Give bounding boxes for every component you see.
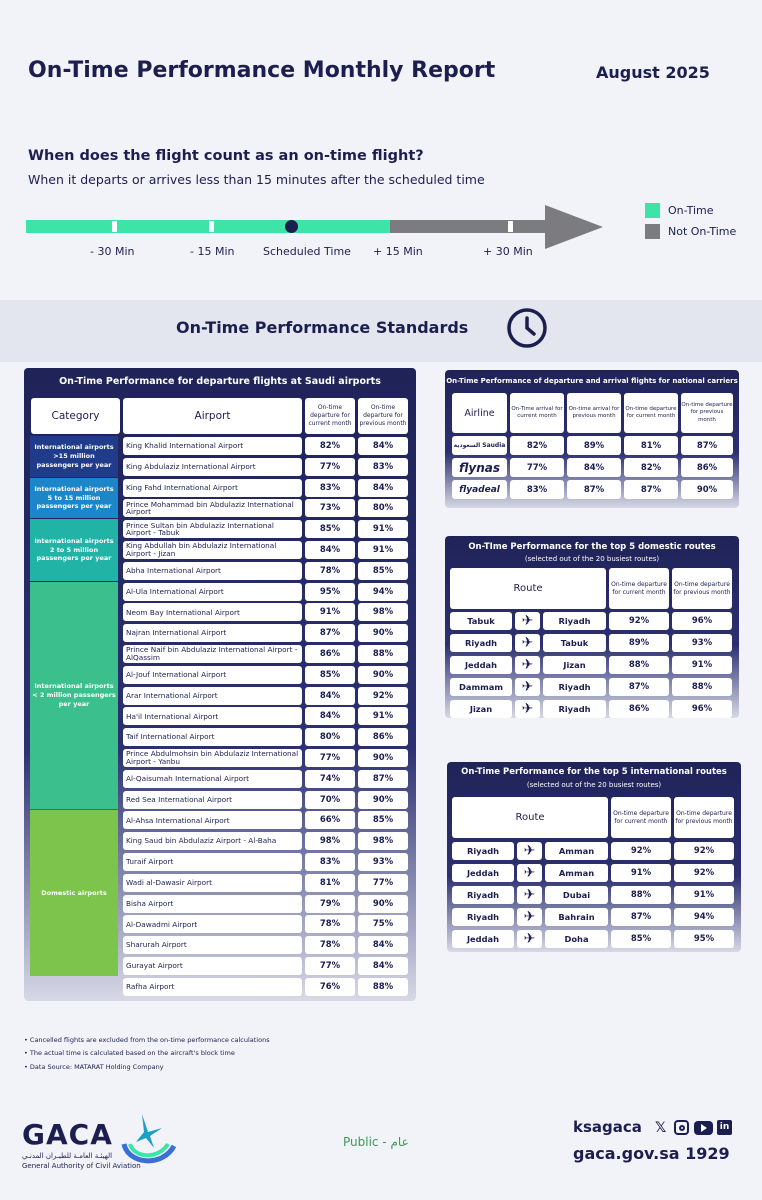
plane-icon: ✈ bbox=[517, 886, 542, 904]
route-destination: Jizan bbox=[543, 656, 606, 674]
previous-month-value: 80% bbox=[358, 499, 408, 517]
current-month-value: 95% bbox=[305, 583, 355, 601]
header-airport: Airport bbox=[123, 398, 302, 434]
not-ontime-bar bbox=[390, 220, 560, 233]
carrier-header: On-Time arrival for current month bbox=[510, 393, 564, 433]
legend-swatch-not-ontime bbox=[645, 224, 660, 239]
current-month-value: 82% bbox=[305, 437, 355, 455]
header-previous-month: On-time departure for previous month bbox=[674, 797, 734, 838]
previous-month-value: 77% bbox=[358, 874, 408, 892]
airport-name: King Abdulaziz International Airport bbox=[123, 458, 302, 476]
route-origin: Riyadh bbox=[452, 842, 514, 860]
scheduled-time-marker bbox=[285, 220, 298, 233]
report-title: On-Time Performance Monthly Report bbox=[28, 58, 496, 83]
legend-label-not-ontime: Not On-Time bbox=[668, 225, 737, 238]
route-destination: Doha bbox=[545, 930, 608, 948]
note-block-time: • The actual time is calculated based on the aircraft's block time bbox=[24, 1049, 235, 1057]
route-origin: Riyadh bbox=[450, 634, 512, 652]
previous-month-value: 94% bbox=[674, 908, 734, 926]
route-origin: Riyadh bbox=[452, 908, 514, 926]
carrier-header: On-time departure for previous month bbox=[681, 393, 733, 433]
current-month-value: 86% bbox=[609, 700, 669, 718]
carrier-value: 77% bbox=[510, 458, 564, 477]
route-header: Route bbox=[452, 797, 608, 838]
previous-month-value: 93% bbox=[672, 634, 732, 652]
current-month-value: 89% bbox=[609, 634, 669, 652]
timeline-label: - 30 Min bbox=[90, 245, 135, 258]
current-month-value: 76% bbox=[305, 978, 355, 996]
gaca-logo-emblem bbox=[118, 1108, 178, 1170]
current-month-value: 66% bbox=[305, 811, 355, 829]
previous-month-value: 91% bbox=[358, 541, 408, 559]
previous-month-value: 96% bbox=[672, 612, 732, 630]
current-month-value: 84% bbox=[305, 707, 355, 725]
previous-month-value: 94% bbox=[358, 583, 408, 601]
previous-month-value: 91% bbox=[358, 707, 408, 725]
classification-label: Public - عام bbox=[343, 1135, 409, 1149]
route-origin: Jeddah bbox=[450, 656, 512, 674]
carrier-value: 87% bbox=[624, 480, 678, 499]
header-current-month: On-time departure for current month bbox=[611, 797, 671, 838]
header-current-month: On-time departure for current month bbox=[305, 398, 355, 434]
airline-logo: flynas bbox=[452, 458, 507, 477]
legend-swatch-ontime bbox=[645, 203, 660, 218]
current-month-value: 77% bbox=[305, 957, 355, 975]
airport-name: Red Sea International Airport bbox=[123, 791, 302, 809]
current-month-value: 88% bbox=[609, 656, 669, 674]
previous-month-value: 90% bbox=[358, 624, 408, 642]
plane-icon: ✈ bbox=[517, 842, 542, 860]
plane-icon: ✈ bbox=[517, 864, 542, 882]
airport-name: Al-Ula International Airport bbox=[123, 583, 302, 601]
timeline-label: + 30 Min bbox=[483, 245, 533, 258]
international-panel-subtitle: (selected out of the 20 busiest routes) bbox=[526, 781, 662, 789]
airport-name: Neom Bay International Airport bbox=[123, 603, 302, 621]
previous-month-value: 91% bbox=[674, 886, 734, 904]
airport-name: Prince Naif bin Abdulaziz International Airport - AlQassim bbox=[123, 645, 302, 663]
clock-icon bbox=[506, 307, 548, 349]
international-panel-title: On-Time Performance for the top 5 international routes bbox=[461, 767, 727, 777]
route-origin: Jeddah bbox=[452, 930, 514, 948]
carrier-value: 82% bbox=[624, 458, 678, 477]
gaca-logo-text: GACA bbox=[22, 1118, 113, 1151]
airport-name: Al-Jouf International Airport bbox=[123, 666, 302, 684]
previous-month-value: 85% bbox=[358, 811, 408, 829]
previous-month-value: 84% bbox=[358, 936, 408, 954]
youtube-icon[interactable] bbox=[694, 1121, 713, 1135]
carrier-value: 83% bbox=[510, 480, 564, 499]
ontime-definition: When it departs or arrives less than 15 minutes after the scheduled time bbox=[28, 172, 485, 187]
header-previous-month: On-time departure for previous month bbox=[672, 568, 732, 609]
current-month-value: 87% bbox=[609, 678, 669, 696]
route-origin: Jizan bbox=[450, 700, 512, 718]
previous-month-value: 98% bbox=[358, 832, 408, 850]
current-month-value: 78% bbox=[305, 562, 355, 580]
current-month-value: 87% bbox=[611, 908, 671, 926]
carrier-value: 90% bbox=[681, 480, 733, 499]
airport-name: Gurayat Airport bbox=[123, 957, 302, 975]
airport-name: King Saud bin Abdulaziz Airport - Al-Baha bbox=[123, 832, 302, 850]
previous-month-value: 87% bbox=[358, 770, 408, 788]
previous-month-value: 90% bbox=[358, 749, 408, 767]
instagram-icon[interactable] bbox=[674, 1120, 689, 1135]
current-month-value: 85% bbox=[611, 930, 671, 948]
previous-month-value: 88% bbox=[672, 678, 732, 696]
route-origin: Jeddah bbox=[452, 864, 514, 882]
carrier-value: 87% bbox=[567, 480, 621, 499]
category-label: International airports < 2 million passengers per year bbox=[30, 582, 118, 810]
airports-panel-title: On-Time Performance for departure flights at Saudi airports bbox=[59, 376, 381, 387]
current-month-value: 86% bbox=[305, 645, 355, 663]
previous-month-value: 84% bbox=[358, 957, 408, 975]
previous-month-value: 75% bbox=[358, 915, 408, 933]
carrier-header: On-time arrival for previous month bbox=[567, 393, 621, 433]
route-destination: Amman bbox=[545, 864, 608, 882]
previous-month-value: 84% bbox=[358, 437, 408, 455]
current-month-value: 83% bbox=[305, 853, 355, 871]
timeline-label: + 15 Min bbox=[373, 245, 423, 258]
current-month-value: 73% bbox=[305, 499, 355, 517]
airport-name: Rafha Airport bbox=[123, 978, 302, 996]
current-month-value: 77% bbox=[305, 749, 355, 767]
airport-name: Al-Qaisumah International Airport bbox=[123, 770, 302, 788]
carrier-value: 82% bbox=[510, 436, 564, 455]
gaca-arabic-name: الهيئـة العامـة للطيـران المدنـي bbox=[22, 1152, 113, 1160]
airport-name: Abha International Airport bbox=[123, 562, 302, 580]
carrier-value: 89% bbox=[567, 436, 621, 455]
domestic-panel-title: On-TIme Performance for the top 5 domestic routes bbox=[468, 542, 716, 552]
carrier-value: 87% bbox=[681, 436, 733, 455]
previous-month-value: 92% bbox=[674, 842, 734, 860]
carrier-value: 86% bbox=[681, 458, 733, 477]
carrier-value: 84% bbox=[567, 458, 621, 477]
plane-icon: ✈ bbox=[515, 700, 540, 718]
route-destination: Tabuk bbox=[543, 634, 606, 652]
current-month-value: 84% bbox=[305, 687, 355, 705]
timeline-label: - 15 Min bbox=[190, 245, 235, 258]
airline-logo: flyadeal bbox=[452, 480, 507, 499]
route-destination: Riyadh bbox=[543, 612, 606, 630]
gaca-english-name: General Authority of Civil Aviation bbox=[22, 1162, 141, 1170]
airport-name: Arar International Airport bbox=[123, 687, 302, 705]
route-origin: Tabuk bbox=[450, 612, 512, 630]
carrier-value: 81% bbox=[624, 436, 678, 455]
plane-icon: ✈ bbox=[515, 678, 540, 696]
plane-icon: ✈ bbox=[517, 930, 542, 948]
airline-logo: السعودية Saudia bbox=[452, 436, 507, 455]
previous-month-value: 83% bbox=[358, 458, 408, 476]
timeline-arrowhead bbox=[545, 205, 603, 249]
current-month-value: 80% bbox=[305, 728, 355, 746]
current-month-value: 85% bbox=[305, 666, 355, 684]
route-destination: Amman bbox=[545, 842, 608, 860]
x-icon[interactable]: 𝕏 bbox=[655, 1120, 667, 1136]
header-category: Category bbox=[31, 398, 120, 434]
route-destination: Dubai bbox=[545, 886, 608, 904]
airport-name: Bisha Airport bbox=[123, 895, 302, 913]
note-cancelled: • Cancelled flights are excluded from the on-time performance calculations bbox=[24, 1036, 270, 1044]
airport-name: Prince Sultan bin Abdulaziz International Airport - Tabuk bbox=[123, 520, 302, 538]
previous-month-value: 95% bbox=[674, 930, 734, 948]
legend-label-ontime: On-Time bbox=[668, 204, 714, 217]
timeline-tick bbox=[508, 221, 513, 232]
current-month-value: 83% bbox=[305, 479, 355, 497]
plane-icon: ✈ bbox=[515, 634, 540, 652]
current-month-value: 81% bbox=[305, 874, 355, 892]
previous-month-value: 86% bbox=[358, 728, 408, 746]
current-month-value: 91% bbox=[305, 603, 355, 621]
airport-name: Najran International Airport bbox=[123, 624, 302, 642]
previous-month-value: 91% bbox=[672, 656, 732, 674]
airport-name: Al-Ahsa International Airport bbox=[123, 811, 302, 829]
previous-month-value: 90% bbox=[358, 895, 408, 913]
previous-month-value: 91% bbox=[358, 520, 408, 538]
report-date: August 2025 bbox=[596, 63, 710, 82]
carrier-header: Airline bbox=[452, 393, 507, 433]
previous-month-value: 92% bbox=[358, 687, 408, 705]
standards-title: On-Time Performance Standards bbox=[176, 318, 469, 337]
current-month-value: 91% bbox=[611, 864, 671, 882]
ontime-question: When does the flight count as an on-time flight? bbox=[28, 148, 424, 164]
current-month-value: 79% bbox=[305, 895, 355, 913]
current-month-value: 74% bbox=[305, 770, 355, 788]
note-data-source: • Data Source: MATARAT Holding Company bbox=[24, 1063, 164, 1071]
airport-name: King Khalid International Airport bbox=[123, 437, 302, 455]
current-month-value: 84% bbox=[305, 541, 355, 559]
previous-month-value: 88% bbox=[358, 978, 408, 996]
carrier-header: On-time departure for current month bbox=[624, 393, 678, 433]
airport-name: Al-Dawadmi Airport bbox=[123, 915, 302, 933]
airport-name: King Fahd International Airport bbox=[123, 479, 302, 497]
domestic-panel-subtitle: (selected out of the 20 busiest routes) bbox=[524, 555, 660, 563]
linkedin-icon[interactable]: in bbox=[717, 1120, 732, 1135]
timeline-tick bbox=[112, 221, 117, 232]
timeline-label: Scheduled Time bbox=[263, 245, 351, 258]
airport-name: Prince Mohammad bin Abdulaziz International Airport bbox=[123, 499, 302, 517]
website-and-phone[interactable]: gaca.gov.sa 1929 bbox=[573, 1144, 730, 1163]
current-month-value: 92% bbox=[611, 842, 671, 860]
current-month-value: 85% bbox=[305, 520, 355, 538]
header-previous-month: On-time departure for previous month bbox=[358, 398, 408, 434]
category-label: Domestic airports bbox=[30, 810, 118, 975]
route-destination: Riyadh bbox=[543, 700, 606, 718]
airport-name: Ha'il International Airport bbox=[123, 707, 302, 725]
timeline-tick bbox=[209, 221, 214, 232]
previous-month-value: 92% bbox=[674, 864, 734, 882]
previous-month-value: 88% bbox=[358, 645, 408, 663]
airport-name: Sharurah Airport bbox=[123, 936, 302, 954]
airport-name: Wadi al-Dawasir Airport bbox=[123, 874, 302, 892]
plane-icon: ✈ bbox=[515, 612, 540, 630]
airport-name: King Abdullah bin Abdulaziz International Airport - Jizan bbox=[123, 541, 302, 559]
current-month-value: 70% bbox=[305, 791, 355, 809]
previous-month-value: 98% bbox=[358, 603, 408, 621]
header-current-month: On-time departure for current month bbox=[609, 568, 669, 609]
plane-icon: ✈ bbox=[517, 908, 542, 926]
previous-month-value: 84% bbox=[358, 479, 408, 497]
category-label: International airports 5 to 15 million passengers per year bbox=[30, 478, 118, 519]
plane-icon: ✈ bbox=[515, 656, 540, 674]
airport-name: Taif International Airport bbox=[123, 728, 302, 746]
category-label: International airports >15 million passengers per year bbox=[30, 436, 118, 477]
route-destination: Riyadh bbox=[543, 678, 606, 696]
previous-month-value: 96% bbox=[672, 700, 732, 718]
current-month-value: 98% bbox=[305, 832, 355, 850]
current-month-value: 77% bbox=[305, 458, 355, 476]
airport-name: Prince Abdulmohsin bin Abdulaziz International Airport - Yanbu bbox=[123, 749, 302, 767]
carriers-panel-title: On-Time Performance of departure and arrival flights for national carriers bbox=[446, 377, 738, 385]
previous-month-value: 93% bbox=[358, 853, 408, 871]
route-destination: Bahrain bbox=[545, 908, 608, 926]
route-origin: Dammam bbox=[450, 678, 512, 696]
previous-month-value: 90% bbox=[358, 791, 408, 809]
current-month-value: 78% bbox=[305, 915, 355, 933]
route-origin: Riyadh bbox=[452, 886, 514, 904]
airport-name: Turaif Airport bbox=[123, 853, 302, 871]
social-handle[interactable]: ksagaca bbox=[573, 1118, 642, 1136]
current-month-value: 88% bbox=[611, 886, 671, 904]
category-label: International airports 2 to 5 million passengers per year bbox=[30, 519, 118, 580]
previous-month-value: 90% bbox=[358, 666, 408, 684]
route-header: Route bbox=[450, 568, 606, 609]
current-month-value: 92% bbox=[609, 612, 669, 630]
previous-month-value: 85% bbox=[358, 562, 408, 580]
current-month-value: 78% bbox=[305, 936, 355, 954]
current-month-value: 87% bbox=[305, 624, 355, 642]
